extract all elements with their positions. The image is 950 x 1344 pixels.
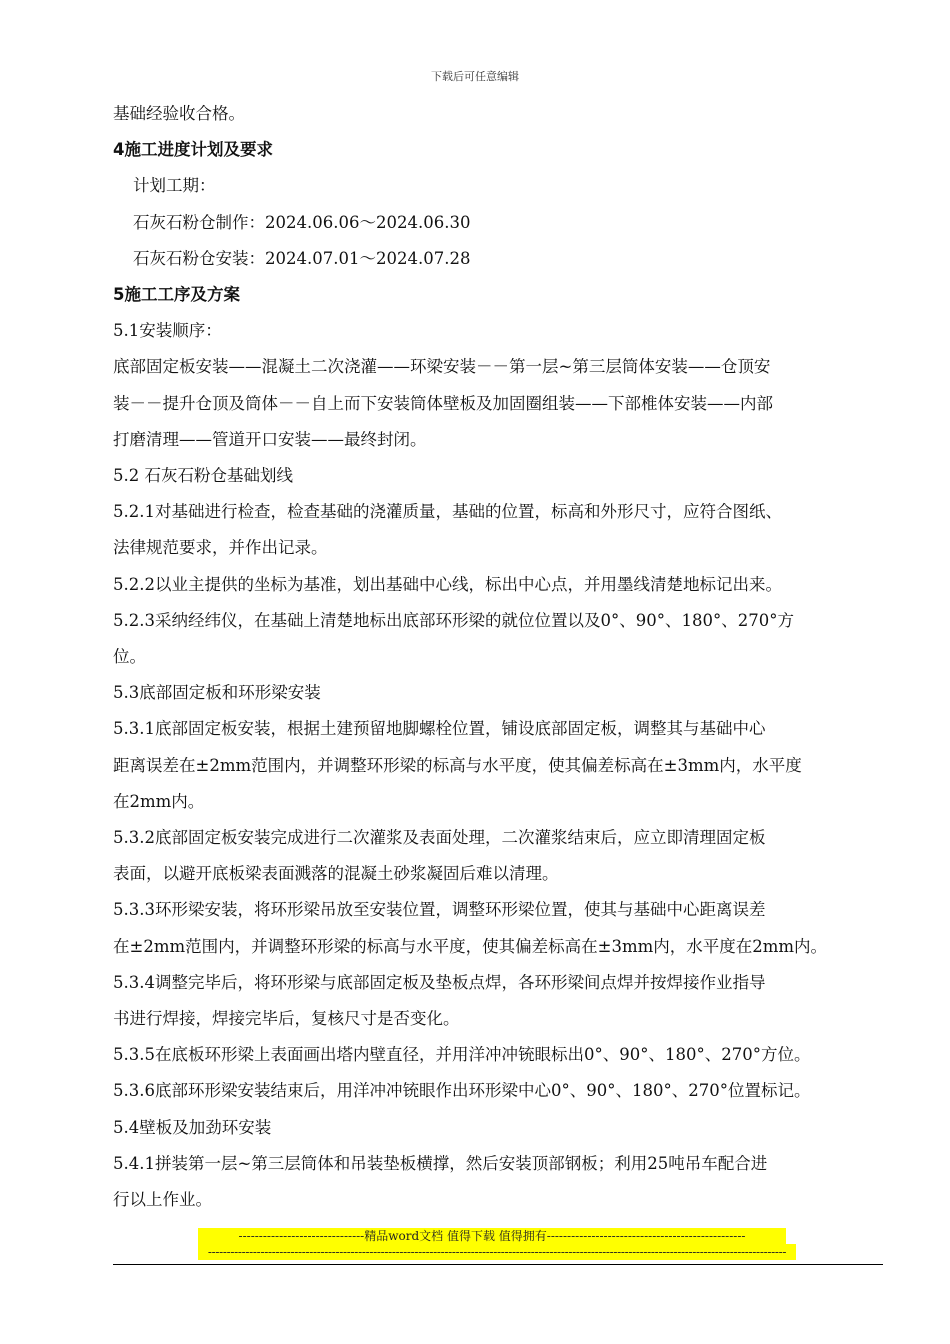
schedule-installation: 石灰石粉仓安装：2024.07.01～2024.07.28 (133, 248, 471, 268)
paragraph-line: 位。 (113, 647, 146, 667)
paragraph-line: 表面，以避开底板梁表面溅落的混凝土砂浆凝固后难以清理。 (113, 864, 559, 884)
subsection-5-3: 5.3底部固定板和环形梁安装 (113, 683, 321, 703)
paragraph-line: 5.3.3环形梁安装，将环形梁吊放至安装位置，调整环形梁位置，使其与基础中心距离误差 (113, 900, 766, 920)
paragraph-line: 5.2.3采纳经纬仪，在基础上清楚地标出底部环形梁的就位位置以及0°、90°、180°、270°方 (113, 610, 794, 630)
schedule-fabrication: 石灰石粉仓制作：2024.06.06～2024.06.30 (133, 212, 471, 232)
paragraph-line: 距离误差在±2mm范围内，并调整环形梁的标高与水平度，使其偏差标高在±3mm内，水平度 (113, 755, 802, 775)
paragraph-line: 5.3.6底部环形梁安装结束后，用洋冲冲铳眼作出环形梁中心0°、90°、180°、270°位置标记。 (113, 1081, 811, 1101)
paragraph-line: 法律规范要求，并作出记录。 (113, 538, 328, 558)
section-heading-4: 4施工进度计划及要求 (113, 140, 273, 160)
paragraph-line: 5.2.2以业主提供的坐标为基准，划出基础中心线，标出中心点，并用墨线清楚地标记出来。 (113, 574, 782, 594)
subsection-5-1: 5.1安装顺序： (113, 321, 222, 341)
section-heading-5: 5施工工序及方案 (113, 285, 240, 305)
subsection-5-2: 5.2 石灰石粉仓基础划线 (113, 466, 293, 486)
paragraph-line: 5.4.1拼装第一层~第三层筒体和吊装垫板横撑，然后安装顶部钢板；利用25吨吊车配合进 (113, 1153, 768, 1173)
paragraph-line: 5.3.5在底板环形梁上表面画出塔内壁直径，并用洋冲冲铳眼标出0°、90°、180°、270°方位。 (113, 1045, 811, 1065)
paragraph-line: 5.3.2底部固定板安装完成进行二次灌浆及表面处理，二次灌浆结束后，应立即清理固定板 (113, 828, 766, 848)
footer-banner-line: ---------------------------------------------------------------------------------------------------------------------------------------------------------- (198, 1244, 796, 1260)
paragraph-line: 5.3.1底部固定板安装，根据土建预留地脚螺栓位置，铺设底部固定板，调整其与基础中心 (113, 719, 766, 739)
paragraph-line: 5.2.1对基础进行检查，检查基础的浇灌质量，基础的位置，标高和外形尺寸，应符合图纸、 (113, 502, 782, 522)
paragraph-line: 行以上作业。 (113, 1190, 212, 1210)
paragraph-line: 基础经验收合格。 (113, 104, 245, 123)
page-header-note: 下载后可任意编辑 (431, 70, 519, 83)
paragraph-line: 5.3.4调整完毕后，将环形梁与底部固定板及垫板点焊，各环形梁间点焊并按焊接作业指导 (113, 972, 766, 992)
footer-divider (113, 1264, 883, 1265)
footer-banner-line: -------------------------------精品word文档 值得下载 值得拥有------------------------------------------------- (198, 1228, 786, 1244)
paragraph-line: 在2mm内。 (113, 791, 205, 811)
paragraph-line: 书进行焊接，焊接完毕后，复核尺寸是否变化。 (113, 1009, 460, 1029)
paragraph-line: 打磨清理——管道开口安装——最终封闭。 (113, 429, 427, 449)
document-body (113, 96, 883, 1218)
subsection-5-4: 5.4壁板及加劲环安装 (113, 1117, 272, 1137)
paragraph-line: 装－－提升仓顶及筒体－－自上而下安装筒体壁板及加固圈组装——下部椎体安装——内部 (113, 393, 773, 413)
footer-banner (198, 1228, 796, 1260)
paragraph-line: 底部固定板安装——混凝土二次浇灌——环梁安装－－第一层~第三层筒体安装——仓顶安 (113, 357, 771, 377)
paragraph-line: 在±2mm范围内，并调整环形梁的标高与水平度，使其偏差标高在±3mm内，水平度在2mm内。 (113, 936, 828, 956)
schedule-label: 计划工期： (133, 176, 216, 196)
